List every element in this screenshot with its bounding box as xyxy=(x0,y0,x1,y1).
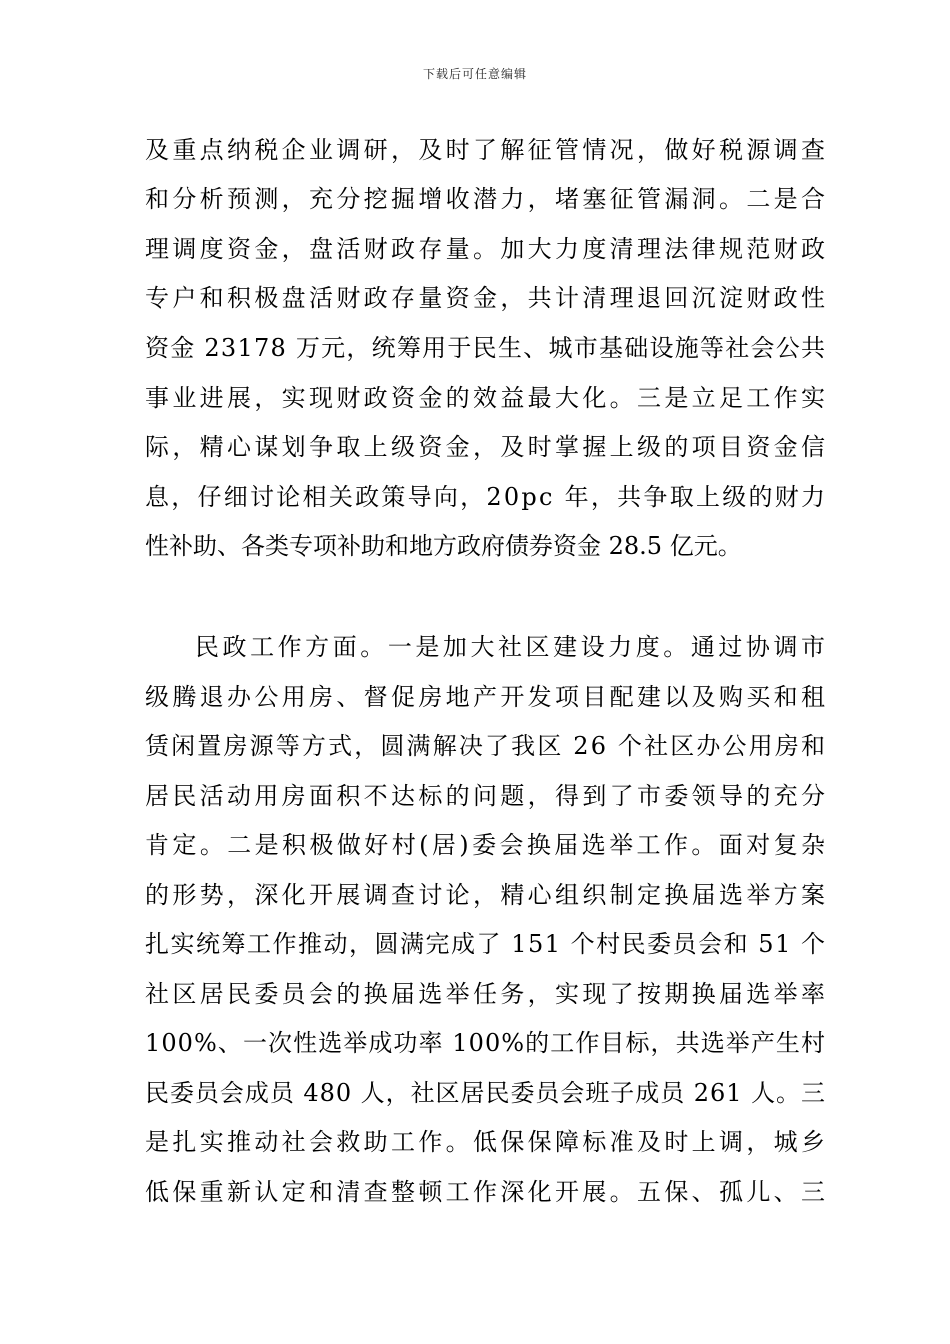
text-line: 社区居民委员会的换届选举任务，实现了按期换届选举率 xyxy=(145,980,829,1008)
text-line: 专户和积极盘活财政存量资金，共计清理退回沉淀财政性 xyxy=(145,284,829,312)
text-line: 赁闲置房源等方式，圆满解决了我区 26 个社区办公用房和 xyxy=(145,732,828,760)
text-line: 息，仔细讨论相关政策导向，20pc 年，共争取上级的财力 xyxy=(145,483,828,511)
text-line: 民政工作方面。一是加大社区建设力度。通过协调市 xyxy=(195,633,829,661)
text-line: 及重点纳税企业调研，及时了解征管情况，做好税源调查 xyxy=(145,136,829,164)
text-line: 级腾退办公用房、督促房地产开发项目配建以及购买和租 xyxy=(145,683,829,711)
text-line: 资金 23178 万元，统筹用于民生、城市基础设施等社会公共 xyxy=(145,334,827,362)
text-line: 肯定。二是积极做好村(居)委会换届选举工作。面对复杂 xyxy=(145,831,829,859)
text-line: 是扎实推动社会救助工作。低保保障标准及时上调，城乡 xyxy=(145,1128,829,1156)
page-header: 下载后可任意编辑 xyxy=(422,67,527,81)
text-line: 低保重新认定和清查整顿工作深化开展。五保、孤儿、三 xyxy=(145,1178,829,1206)
text-line: 100%、一次性选举成功率 100%的工作目标，共选举产生村 xyxy=(145,1029,827,1057)
text-line: 事业进展，实现财政资金的效益最大化。三是立足工作实 xyxy=(145,384,829,412)
text-line: 和分析预测，充分挖掘增收潜力，堵塞征管漏洞。二是合 xyxy=(145,185,829,213)
text-line: 民委员会成员 480 人，社区居民委员会班子成员 261 人。三 xyxy=(145,1079,826,1107)
text-line: 的形势，深化开展调查讨论，精心组织制定换届选举方案 xyxy=(145,881,829,909)
text-line: 性补助、各类专项补助和地方政府债券资金 28.5 亿元。 xyxy=(145,532,742,560)
text-line: 扎实统筹工作推动，圆满完成了 151 个村民委员会和 51 个 xyxy=(145,930,827,958)
text-line: 际，精心谋划争取上级资金，及时掌握上级的项目资金信 xyxy=(145,433,829,461)
text-line: 理调度资金，盘活财政存量。加大力度清理法律规范财政 xyxy=(145,235,829,263)
text-line: 居民活动用房面积不达标的问题，得到了市委领导的充分 xyxy=(145,782,829,810)
